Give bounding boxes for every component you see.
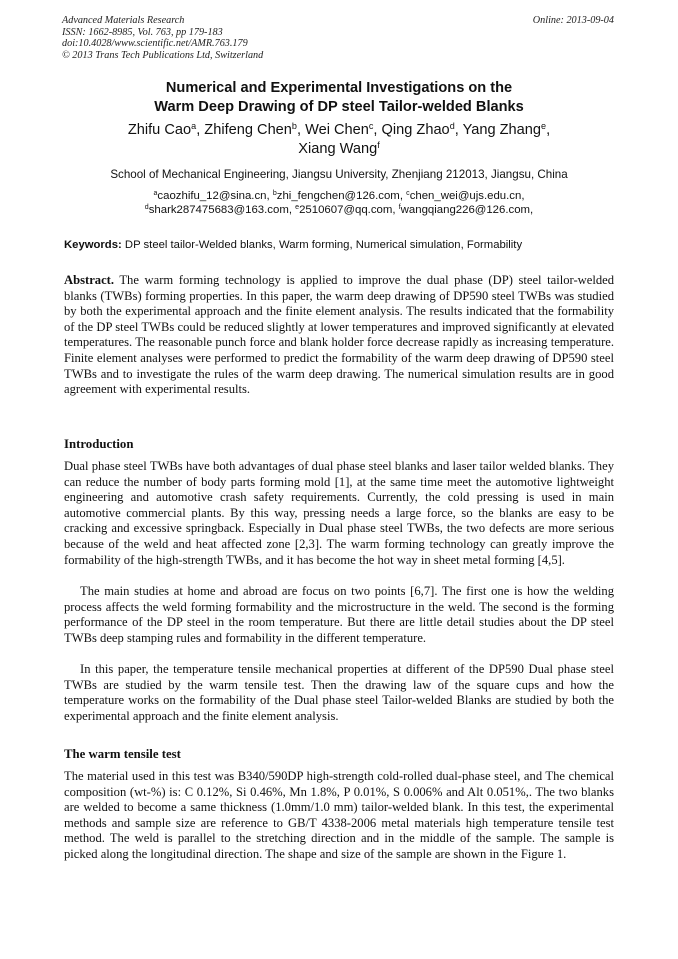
journal-header: [62, 15, 618, 61]
abstract-text: The warm forming technology is applied to improve the dual phase (DP) steel tailor-welded blanks (TWBs) forming properties. In this paper, the warm deep drawing of DP590 steel TWBs was studied by both the experimental approach and the finite element analysis. The results indicated that the formability of the DP steel TWBs could be reduced slightly at lower temperatures and improved significantly at elevated temperatures. The reasonable punch force and blank holder force decrease rapidly as increasing temperature. Finite element analyses were performed to predict the formability of the warm deep drawing of DP590 steel TWBs and to investigate the rules of the warm deep drawing. The numerical simulation results are in good agreement with experimental results.: [64, 273, 614, 397]
email-address[interactable]: caozhifu_12@sina.cn: [157, 190, 267, 202]
issn-line: ISSN: 1662-8985, Vol. 763, pp 179-183: [62, 26, 223, 38]
author-separator: ,: [373, 122, 382, 138]
keywords-text: DP steel tailor-Welded blanks, Warm forming, Numerical simulation, Formability: [121, 239, 523, 251]
email-address[interactable]: wangqiang226@126.com: [400, 204, 531, 216]
author-mark: c: [368, 121, 374, 132]
email-mark: b: [272, 190, 277, 198]
intro-paragraph-2: The main studies at home and abroad are focus on two points [6,7]. The first one is how the welding process affects the weld forming formability and the microstructure in the weld. The second is the forming performance of the DP steel in the room temperature. But there are little detail studies about the DP steel TWBs deep stamping rules and formability in the different temperature.: [64, 584, 614, 645]
email-address[interactable]: zhi_fengchen@126.com: [276, 190, 400, 202]
email-separator: ,: [530, 204, 534, 216]
intro-paragraph-1: Dual phase steel TWBs have both advantages of dual phase steel blanks and laser tailor welded blanks. They can reduce the number of body parts forming mold [1], at the same time meet the automotive lightweight engineering and automotive crash safety requirements. Currently, the cold pressing is used in main automotive commercial plants. By this way, pressing needs a large force, so the blanks are easy to be cracking and excessive springback. Especially in Dual phase steel TWBs, the two defects are more serious because of the weld and heat affected zone [2,3]. The warm forming technology can greatly improve the formability of the high-strength TWBs, and it has become the hot way in sheet metal forming [4,5].: [64, 459, 614, 567]
keywords-label: Keywords:: [64, 239, 122, 251]
warm-test-paragraph-1: The material used in this test was B340/590DP high-strength cold-rolled dual-phase steel, and The chemical composition (wt-%) is: C 0.12%, Si 0.46%, Mn 1.8%, P 0.01%, S 0.006% and Alt 0.051%,. The two blanks are welded to become a same thickness (1.0mm/1.0 mm) tailor-welded blank. In this test, the experimental methods and sample size are reference to GB/T 4338-2006 metal materials high temperature tensile test method. The weld is parallel to the stretching direction and in the middle of the sample. The sample is picked along the longitudinal direction. The shape and size of the sample are shown in the Figure 1.: [64, 769, 614, 861]
author-mark: b: [291, 121, 297, 132]
keywords: [64, 238, 616, 253]
abstract: [64, 273, 614, 398]
author-emails: [40, 189, 638, 217]
author-separator: ,: [296, 122, 306, 138]
author-name: Zhifu Cao: [127, 122, 192, 138]
email-mark: d: [144, 204, 149, 212]
author-mark: e: [541, 121, 547, 132]
affiliation: School of Mechanical Engineering, Jiangsu University, Zhenjiang 212013, Jiangsu, China: [110, 168, 568, 181]
author-name: Yang Zhang: [462, 122, 542, 138]
copyright-line: © 2013 Trans Tech Publications Ltd, Switzerland: [62, 49, 264, 61]
author-separator: ,: [546, 122, 551, 138]
title-line-2: Warm Deep Drawing of DP steel Tailor-welded Blanks: [154, 99, 524, 115]
author-mark: d: [449, 121, 455, 132]
author-mark: a: [191, 121, 197, 132]
section-heading-warm-tensile-test: The warm tensile test: [64, 747, 181, 761]
author-name: Wei Chen: [305, 122, 369, 138]
email-separator: ,: [399, 190, 407, 202]
email-separator: ,: [392, 204, 399, 216]
title-line-1: Numerical and Experimental Investigations on the: [165, 80, 513, 96]
journal-name: Advanced Materials Research: [62, 15, 185, 26]
email-separator: ,: [288, 204, 296, 216]
intro-paragraph-3: In this paper, the temperature tensile mechanical properties at different of the DP590 Dual phase steel TWBs are studied by the warm tensile test. Then the drawing law of the square cups and how the temperature works on the formability of the Dual phase steel Tailor-welded Blanks are studied by both the experimental approach and the finite element analysis.: [64, 662, 614, 723]
doi-line: doi:10.4028/www.scientific.net/AMR.763.179: [62, 38, 248, 49]
email-mark: e: [295, 204, 300, 212]
author-list: [40, 121, 638, 159]
email-mark: f: [398, 204, 401, 212]
email-separator: ,: [266, 190, 273, 202]
email-separator: ,: [521, 190, 525, 202]
email-address[interactable]: shark287475683@163.com: [148, 204, 289, 216]
paper-title: [40, 79, 638, 117]
email-mark: a: [153, 190, 158, 198]
author-separator: ,: [454, 122, 463, 138]
abstract-label: Abstract.: [64, 273, 115, 287]
author-mark: f: [377, 140, 380, 151]
online-date: Online: 2013-09-04: [532, 15, 614, 26]
email-mark: c: [406, 190, 410, 198]
email-address[interactable]: chen_wei@ujs.edu.cn: [409, 190, 522, 202]
author-separator: ,: [196, 122, 205, 138]
email-address[interactable]: 2510607@qq.com: [299, 204, 393, 216]
author-name: Xiang Wang: [298, 141, 378, 157]
section-heading-introduction: Introduction: [64, 437, 134, 451]
author-name: Qing Zhao: [381, 122, 450, 138]
author-name: Zhifeng Chen: [204, 122, 292, 138]
